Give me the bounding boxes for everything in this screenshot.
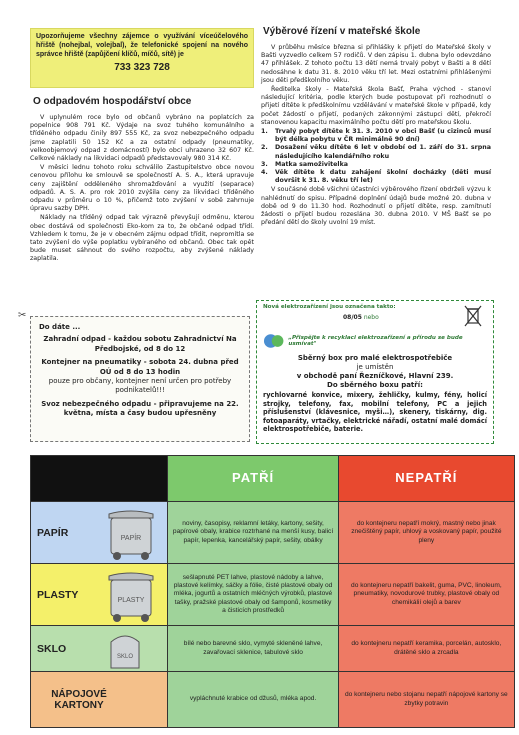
waste-paragraph-3: Náklady na tříděný odpad tak výrazně převyšují odměnu, kterou obec dostává od společnosti Eko-kom za to, že občané odpad třídí. Vzhledem k tomu, že je v obecném zájmu odpad třídit, nepromítla se tato zvýšení do výše poplatku vybíraného od občanů. Obec tak opět bude muset sáhnout do svého rozpočtu, aby zvýšené náklady zaplatila.	[30, 214, 254, 263]
svg-text:PLASTY: PLASTY	[117, 596, 145, 604]
not-belongs-carton: do kontejneru nebo stojanu nepatří nápojové kartony se zbytky potravin	[338, 672, 514, 727]
waste-paragraph-1: V uplynulém roce bylo od občanů vybráno na poplatcích za popelnice 908 791 Kč. Výdaje na svoz tuhého komunálního a tříděného odpadu činily 897 555 Kč, za svoz nebezpečného odpadu jsme zaplatili 50 152 Kč a za ostatní odpady (pneumatiky, velkoobjemový odpad z domácností) bylo obcí uhrazeno 32 607 Kč. Celkové náklady na likvidaci odpadů představovaly 980 314 Kč.	[30, 114, 254, 163]
scissors-icon: ✂	[18, 310, 27, 321]
glass-bin-icon	[105, 628, 145, 670]
criteria-item: 2. Dosažení věku dítěte 6 let v období od 1. září do 31. srpna následujícího kalendářního roku	[261, 144, 491, 160]
ewaste-sub1: je umístěn	[356, 363, 394, 371]
ewaste-title: Sběrný box pro malé elektrospotřebiče	[297, 354, 453, 362]
waste-article	[30, 114, 254, 264]
belongs-plastic: sešlapnuté PET lahve, plastové nádoby a lahve, plastové kelímky, sáčky a fólie, čisté plastové obaly od mléka, jogurtů a ostatních mléčných výrobků, plastové tašky, pražské plastové obaly od šamponů, kosmetiky a čisticích prostředků	[167, 564, 337, 625]
svg-text:PAPÍR: PAPÍR	[121, 534, 142, 542]
ewaste-box	[256, 300, 494, 444]
school-article	[261, 44, 491, 227]
not-belongs-paper: do kontejneru nepatří mokrý, mastný nebo jinak znečištěný papír, uhlový a voskovaný papír, použité pleny	[338, 502, 514, 563]
ewaste-list: rychlovarné konvice, mixery, žehličky, kulmy, fény, holicí strojky, telefony, fax, mobilní telefony, PC a jejich příslušenství (klávesnice, myši…), skenery, tiskárny, dig. fotoaparáty, vrtačky, elektrické nářadí, ostatní malé domácí elektrospotřebiče, baterie.	[263, 391, 487, 434]
criteria-list	[261, 128, 491, 185]
belongs-glass: bílé nebo barevné sklo, vymyté skleněné lahve, zavařovací sklenice, tabulové sklo	[167, 626, 337, 671]
box-title: Do dáte ...	[39, 323, 81, 331]
table-row	[31, 563, 514, 625]
table-row	[31, 625, 514, 671]
not-belongs-plastic: do kontejneru nepatří bakelit, guma, PVC, linoleum, pneumatiky, novodurové trubky, plastové obaly od chemikálií olejů a barev	[338, 564, 514, 625]
category-label: NÁPOJOVÉ KARTONY	[51, 688, 107, 711]
sorting-table	[30, 455, 515, 728]
school-paragraph-1: V průběhu měsíce března si přihlášky k přijetí do Mateřské školy v Bašti vyzvedlo celkem 57 rodičů. V den zápisu 1. dubna bylo odevzdáno 47 přihlášek. Z tohoto počtu 13 dětí nemá trvalý pobyt v Bašti a 8 dětí nedosáhne k datu 31. 8. 2010 věku tří let. Mezi ostatními přihlášenými jsou děti předškolního věku.	[261, 44, 491, 84]
ewaste-nebo: nebo	[363, 314, 379, 321]
belongs-paper: noviny, časopisy, reklamní letáky, kartony, sešity, papírové obaly, krabice roztrhané na menší kusy, balicí papír, lepenka, kancelářský papír, sešity, obálky	[167, 502, 337, 563]
criteria-item: 3. Matka samoživitelka	[261, 160, 349, 168]
header-not-belongs: NEPATŘÍ	[338, 456, 514, 501]
notice-text: Upozorňujeme všechny zájemce o využívání víceúčelového hřiště (nohejbal, volejbal), že telefonické spojení na nového správce hřiště (zapůjčení klíčů, míčů, sítě) je	[36, 33, 248, 58]
category-label: SKLO	[37, 642, 67, 655]
ewaste-slogan-row	[263, 332, 487, 350]
table-header	[31, 456, 514, 501]
criteria-item: 4. Věk dítěte k datu zahájení školní docházky (děti musí dovršit k 31. 8. věku tří let)	[261, 169, 491, 185]
paper-bin-icon	[103, 506, 163, 560]
ewaste-slogan: „Přispějte k recyklaci elektrozařízení a přírodu se bude usmívat"	[288, 335, 463, 347]
plastic-bin-icon	[103, 568, 163, 622]
box-item-hazardous: Svoz nebezpečného odpadu - připravujeme na 22. května, místa a časy budou upřesněny	[41, 399, 239, 418]
school-heading: Výběrové řízení v mateřské škole	[263, 26, 421, 37]
school-paragraph-3: V součásné době všichni účastníci výběrového řízení obdrželi výzvu k nahlédnutí do spisu. Případné doplnění údajů bude možné 20. dubna v době od 9 do 11.30 hod. Rozhodnutí o přijetí dítěte, resp. zamítnutí žádosti o přijetí budou rozeslána 30. dubna 2010. V MŠ Bašť se po předání dětí do školy uvolní 19 míst.	[261, 186, 491, 227]
criteria-item: 1. Trvalý pobyt dítěte k 31. 3. 2010 v obci Bašť (u cizinců musí být délka pobytu v ČR minimálně 90 dní)	[261, 128, 491, 144]
school-paragraph-2: Ředitelka školy - Mateřská škola Bašť, Praha východ - stanoví následující kritéria, podle kterých bude postupovat při rozhodnutí o přijetí dítěte k předškolnímu vzdělávání v mateřské škole v případě, kdy počet žádostí o přijetí, podaných zákonnými zástupci dětí, překročí stanovenou kapacitu maximálního počtu dětí pro mateřskou školu.	[261, 86, 491, 126]
waste-paragraph-2: V měsíci lednu tohoto roku schválilo Zastupitelstvo obce novou cenovou přílohu ke smlouvě se společností A. S. A., která upravuje ceny zajištění odděleného shromažďování a využití (separace) odpadů. A. S. A. pro rok 2010 zvýšila ceny za likvidaci tříděného odpadu v průměru o 10 %, přičemž toto zvýšení v sobě zahrnuje úpravu sazby DPH.	[30, 164, 254, 213]
belongs-carton: vypláchnuté krabice od džusů, mléka apod.	[167, 672, 337, 727]
recycling-logo-icon	[263, 332, 284, 350]
box-item-tyres: Kontejner na pneumatiky - sobota 24. dubna před OÚ od 8 do 13 hodin	[41, 358, 239, 376]
ewaste-sub3: Do sběrného boxu patří:	[327, 381, 423, 389]
ewaste-caption: Nová elektrozařízení jsou označena takto:	[263, 304, 396, 310]
phone-notice	[30, 28, 254, 88]
table-row	[31, 501, 514, 563]
ewaste-date-mark: 08/05	[343, 314, 362, 321]
not-belongs-glass: do kontejneru nepatří keramika, porcelán, autosklo, drátěné sklo a zrcadla	[338, 626, 514, 671]
waste-heading: O odpadovém hospodářství obce	[33, 96, 192, 107]
dates-box	[30, 316, 250, 442]
table-row	[31, 671, 514, 727]
category-label: PAPÍR	[37, 526, 69, 539]
notice-phone: 733 323 728	[114, 62, 170, 73]
svg-text:SKLO: SKLO	[117, 653, 134, 660]
ewaste-sub2: v obchodě paní Řezníčkové, Hlavní 239.	[296, 372, 454, 380]
box-item-garden: Zahradní odpad - každou sobotu Zahradnictví Na Předbojské, od 8 do 12	[43, 335, 237, 353]
category-label: PLASTY	[37, 588, 79, 601]
crossed-bin-icon	[463, 304, 483, 328]
header-belongs: PATŘÍ	[167, 456, 337, 501]
box-item-tyres-note: pouze pro občany, kontejner není určen pro potřeby podnikatelů!!!	[48, 377, 232, 395]
